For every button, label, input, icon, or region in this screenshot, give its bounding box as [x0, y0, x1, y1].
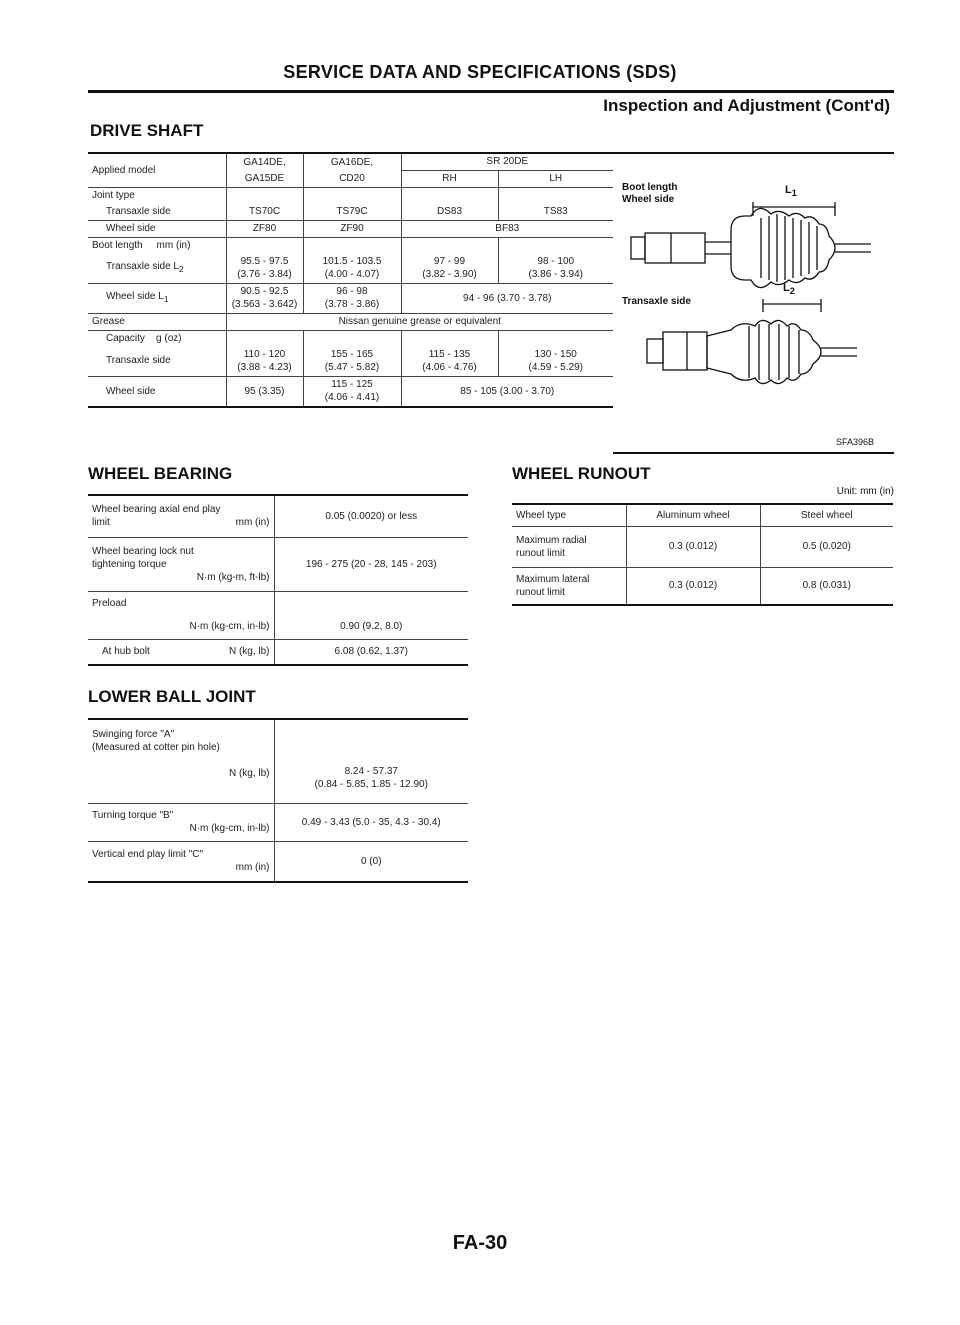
radial-steel-value: 0.5 (0.020): [760, 526, 893, 567]
grease-value: Nissan genuine grease or equivalent: [226, 313, 613, 330]
transaxle-boot-bellows: [707, 320, 821, 383]
vertical-end-play-label: Vertical end play limit "C" mm (in): [88, 841, 274, 882]
radial-runout-label: Maximum radial runout limit: [512, 526, 626, 567]
lower-ball-joint-table: [88, 718, 468, 883]
wheel-boot-bellows: [731, 208, 835, 287]
joint-wheel-label: Wheel side: [88, 220, 226, 237]
swing-force-value: 8.24 - 57.37 (0.84 - 5.85, 1.85 - 12.90): [274, 719, 468, 803]
wheel-bearing-title: WHEEL BEARING: [88, 464, 233, 483]
hub-bolt-label: At hub bolt N (kg, lb): [102, 646, 270, 658]
boot-wheel-value: 96 - 98 (3.78 - 3.86): [303, 283, 401, 313]
boot-length-label: Boot length mm (in): [92, 239, 191, 251]
drive-shaft-table: [88, 152, 613, 408]
lateral-runout-label: Maximum lateral runout limit: [512, 567, 626, 605]
boot-drawing: [613, 154, 894, 454]
transaxle-side-housing: [663, 332, 707, 370]
model-ga14de: GA14DE,: [226, 153, 303, 170]
capacity-transaxle-value: 130 - 150 (4.59 - 5.29): [498, 346, 613, 376]
grease-label: Grease: [88, 313, 226, 330]
joint-transaxle-label: Transaxle side: [88, 203, 226, 220]
lock-nut-label: Wheel bearing lock nut tightening torque N·m (kg-m, ft-lb): [88, 537, 274, 591]
boot-wheel-label: Wheel side $L_1$: [88, 283, 226, 313]
lock-nut-value: 196 - 275 (20 - 28, 145 - 203): [274, 537, 468, 591]
joint-transaxle-value: DS83: [401, 203, 498, 220]
wheel-bearing-table: [88, 494, 468, 666]
preload-unit: N·m (kg-cm, in-lb): [88, 615, 274, 639]
swing-force-label: Swinging force "A" (Measured at cotter pin hole) N (kg, lb): [88, 719, 274, 803]
boot-transaxle-value: 97 - 99 (3.82 - 3.90): [401, 253, 498, 283]
boot-wheel-value: 90.5 - 92.5 (3.563 - 3.642): [226, 283, 303, 313]
hub-bolt-value: 6.08 (0.62, 1.37): [274, 639, 468, 665]
capacity-transaxle-value: 155 - 165 (5.47 - 5.82): [303, 346, 401, 376]
capacity-transaxle-value: 110 - 120 (3.88 - 4.23): [226, 346, 303, 376]
turning-torque-label: Turning torque "B" N·m (kg-cm, in-lb): [88, 803, 274, 841]
vertical-end-play-value: 0 (0): [274, 841, 468, 882]
diagram-code: SFA396B: [836, 437, 875, 447]
boot-wheel-value: 94 - 96 (3.70 - 3.78): [401, 283, 613, 313]
turning-torque-value: 0.49 - 3.43 (5.0 - 35, 4.3 - 30.4): [274, 803, 468, 841]
steel-wheel-header: Steel wheel: [760, 504, 893, 526]
joint-transaxle-value: TS70C: [226, 203, 303, 220]
capacity-transaxle-value: 115 - 135 (4.06 - 4.76): [401, 346, 498, 376]
model-ga16de: GA16DE,: [303, 153, 401, 170]
page-number: FA-30: [452, 1232, 508, 1254]
page-header-subtitle: Inspection and Adjustment (Cont'd): [603, 96, 890, 115]
drive-shaft-title: DRIVE SHAFT: [90, 121, 204, 140]
radial-aluminum-value: 0.3 (0.012): [626, 526, 760, 567]
lower-ball-joint-title: LOWER BALL JOINT: [88, 687, 256, 706]
capacity-wheel-value: 115 - 125 (4.06 - 4.41): [303, 376, 401, 407]
capacity-wheel-value: 85 - 105 (3.00 - 3.70): [401, 376, 613, 407]
lateral-aluminum-value: 0.3 (0.012): [626, 567, 760, 605]
wheel-runout-title: WHEEL RUNOUT: [512, 464, 651, 483]
joint-transaxle-value: TS83: [498, 203, 613, 220]
joint-wheel-value: BF83: [401, 220, 613, 237]
boot-transaxle-value: 98 - 100 (3.86 - 3.94): [498, 253, 613, 283]
joint-transaxle-value: TS79C: [303, 203, 401, 220]
page-header-title: SERVICE DATA AND SPECIFICATIONS (SDS): [283, 62, 677, 82]
end-play-value: 0.05 (0.0020) or less: [274, 495, 468, 537]
model-lh: LH: [498, 170, 613, 187]
aluminum-wheel-header: Aluminum wheel: [626, 504, 760, 526]
preload-label: Preload: [92, 597, 127, 609]
model-rh: RH: [401, 170, 498, 187]
joint-wheel-value: ZF90: [303, 220, 401, 237]
diagram-l2-label: $L_2$: [783, 282, 795, 297]
boot-transaxle-value: 95.5 - 97.5 (3.76 - 3.84): [226, 253, 303, 283]
wheel-runout-unit: Unit: mm (in): [836, 486, 894, 497]
wheel-side-housing: [645, 233, 705, 263]
joint-wheel-value: ZF80: [226, 220, 303, 237]
header-rule: [88, 90, 894, 93]
wheel-type-header: Wheel type: [512, 504, 626, 526]
diagram-l1-label: $L_1$: [785, 184, 797, 199]
diagram-boot-length-label: Boot length Wheel side: [622, 182, 678, 205]
model-cd20: CD20: [303, 170, 401, 187]
capacity-wheel-label: Wheel side: [106, 385, 156, 397]
joint-type-label: Joint type: [92, 189, 135, 201]
capacity-label: Capacity g (oz): [106, 332, 182, 344]
diagram-transaxle-label: Transaxle side: [622, 296, 691, 307]
boot-transaxle-value: 101.5 - 103.5 (4.00 - 4.07): [303, 253, 401, 283]
preload-value: 0.90 (9.2, 8.0): [274, 615, 468, 639]
applied-model-label: Applied model: [88, 153, 226, 187]
transaxle-side-stub: [647, 339, 663, 363]
wheel-runout-table: [512, 503, 893, 606]
boot-length-diagram: [613, 152, 894, 454]
capacity-wheel-value: 95 (3.35): [226, 376, 303, 407]
boot-transaxle-label: Transaxle side $L_2$: [88, 253, 226, 283]
model-sr20de: SR 20DE: [401, 153, 613, 170]
lateral-steel-value: 0.8 (0.031): [760, 567, 893, 605]
end-play-label: Wheel bearing axial end play limit mm (in): [88, 495, 274, 537]
model-ga15de: GA15DE: [226, 170, 303, 187]
capacity-transaxle-label: Transaxle side: [88, 346, 226, 376]
wheel-side-stub: [631, 237, 645, 259]
